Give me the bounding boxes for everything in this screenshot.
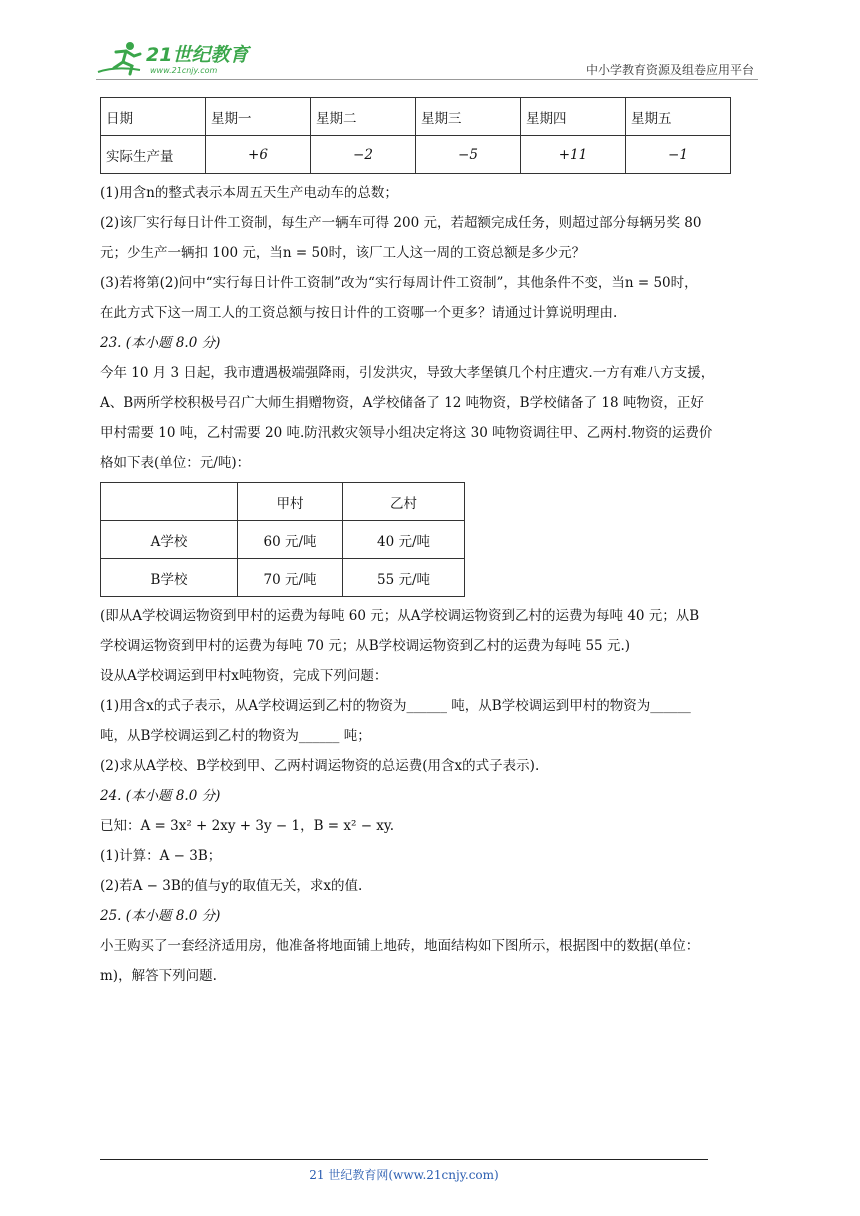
table-cell: −2 [311, 136, 416, 174]
document-body [100, 97, 764, 991]
table-header-cell: 星期二 [311, 98, 416, 136]
q23-part2: (2)求从A学校、B学校到甲、乙两村调运物资的总运费(用含x的式子表示). [100, 758, 540, 774]
logo-url: www.21cnjy.com [150, 66, 218, 75]
q22-part2-line2: 元；少生产一辆扣 100 元，当n = 50时，该厂工人这一周的工资总额是多少元？ [100, 245, 586, 261]
table-row [101, 136, 731, 174]
q22-part2-line1: (2)该厂实行每日计件工资制，每生产一辆车可得 200 元，若超额完成任务，则超过部分每辆另奖 80 [100, 215, 702, 231]
q23-text-line3: 甲村需要 10 吨，乙村需要 20 吨.防汛救灾领导小组决定将这 30 吨物资调往甲、乙两村.物资的运费价 [100, 425, 713, 441]
table-header-cell: 日期 [101, 98, 206, 136]
table-header-cell: 甲村 [238, 483, 343, 521]
table-row-label: 实际生产量 [101, 136, 206, 174]
q23-text-line4: 格如下表(单位：元/吨)： [100, 455, 251, 471]
q24-part1: (1)计算：A − 3B； [100, 848, 222, 864]
table-cell: −1 [626, 136, 731, 174]
freight-table [100, 482, 465, 597]
table-row [101, 483, 465, 521]
header-divider [96, 79, 758, 80]
table-cell: 60 元/吨 [238, 521, 343, 559]
logo [96, 38, 266, 78]
header-tagline: 中小学教育资源及组卷应用平台 [585, 63, 754, 77]
table-row [101, 559, 465, 597]
q22-part1: (1)用含n的整式表示本周五天生产电动车的总数； [100, 185, 398, 201]
q23-title: 23. (本小题 8.0 分) [100, 335, 221, 351]
page-header [96, 38, 758, 80]
table-row-label: A学校 [101, 521, 238, 559]
table-row [101, 98, 731, 136]
table-row-label: B学校 [101, 559, 238, 597]
table-cell: 70 元/吨 [238, 559, 343, 597]
table-cell: +6 [206, 136, 311, 174]
table-header-cell: 星期一 [206, 98, 311, 136]
q23-text-line1: 今年 10 月 3 日起，我市遭遇极端强降雨，引发洪灾，导致大孝堡镇几个村庄遭灾.一方有难八方支援， [100, 365, 715, 381]
table-header-cell: 星期四 [521, 98, 626, 136]
table-header-cell: 星期五 [626, 98, 731, 136]
q24-title: 24. (本小题 8.0 分) [100, 788, 221, 804]
table-row [101, 521, 465, 559]
q23-part1-line2: 吨，从B学校调运到乙村的物资为______ 吨； [100, 728, 371, 744]
q22-part3-line1: (3)若将第(2)问中“实行每日计件工资制”改为“实行每周计件工资制”，其他条件不变，当n = 50时， [100, 275, 698, 291]
q23-text-line2: A、B两所学校积极号召广大师生捐赠物资，A学校储备了 12 吨物资，B学校储备了 18 吨物资，正好 [100, 395, 704, 411]
q25-text-line2: m)，解答下列问题. [100, 968, 217, 984]
table-cell: +11 [521, 136, 626, 174]
runner-icon [98, 42, 140, 74]
table-cell: 55 元/吨 [343, 559, 465, 597]
q23-part1-line1: (1)用含x的式子表示，从A学校调运到乙村的物资为______ 吨，从B学校调运到甲村的物资为______ [100, 698, 691, 714]
table-cell: −5 [416, 136, 521, 174]
table-header-cell [101, 483, 238, 521]
footer-link[interactable]: 21 世纪教育网(www.21cnjy.com) [309, 1168, 499, 1182]
q25-title: 25. (本小题 8.0 分) [100, 908, 221, 924]
table-cell: 40 元/吨 [343, 521, 465, 559]
table-header-cell: 乙村 [343, 483, 465, 521]
footer-divider [100, 1159, 708, 1160]
q23-note-line2: 学校调运物资到甲村的运费为每吨 70 元；从B学校调运物资到乙村的运费为每吨 55 元.) [100, 638, 630, 654]
q23-note-line1: (即从A学校调运物资到甲村的运费为每吨 60 元；从A学校调运物资到乙村的运费为每吨 40 元；从B [100, 608, 700, 624]
q25-text-line1: 小王购买了一套经济适用房，他准备将地面铺上地砖，地面结构如下图所示，根据图中的数据(单位： [100, 938, 700, 954]
q24-given: 已知：A = 3x² + 2xy + 3y − 1，B = x² − xy. [100, 818, 395, 834]
q23-setup: 设从A学校调运到甲村x吨物资，完成下列问题： [100, 668, 388, 684]
production-table [100, 97, 731, 174]
table-header-cell: 星期三 [416, 98, 521, 136]
q24-part2: (2)若A − 3B的值与y的取值无关，求x的值. [100, 878, 363, 894]
q22-part3-line2: 在此方式下这一周工人的工资总额与按日计件的工资哪一个更多？请通过计算说明理由. [100, 305, 618, 321]
logo-text: 21世纪教育 [146, 44, 249, 66]
